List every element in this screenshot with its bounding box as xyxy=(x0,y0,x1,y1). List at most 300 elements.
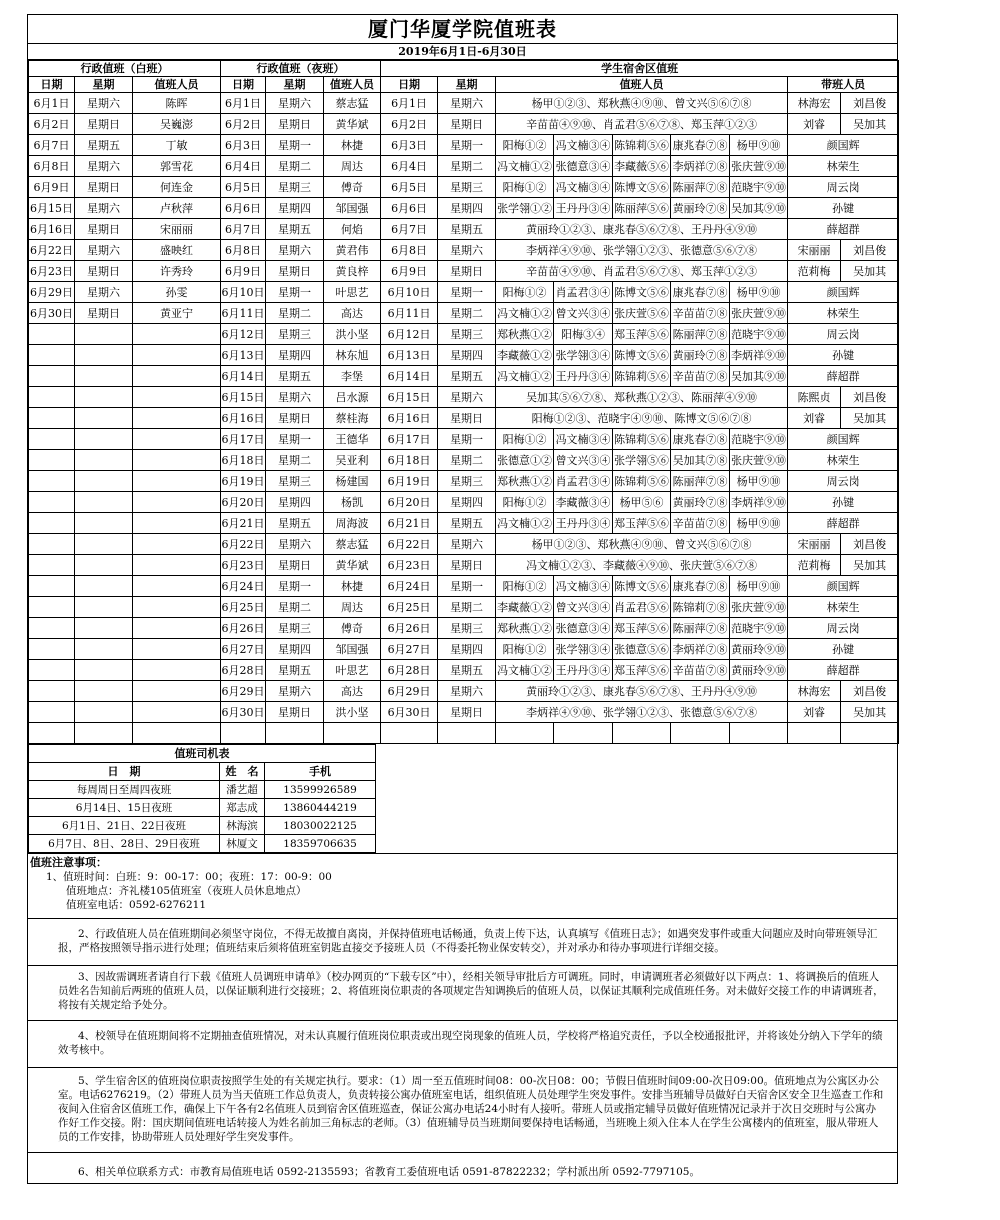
empty-cell xyxy=(29,534,75,555)
dorm-staff-cell: 李炳祥④⑨⑩、张学翎①②③、张德意⑤⑥⑦⑧ xyxy=(496,240,788,261)
dorm-weekday-cell: 星期一 xyxy=(438,282,496,303)
day-weekday-cell: 星期日 xyxy=(75,114,133,135)
empty-cell xyxy=(29,702,75,723)
dorm-date-cell: 6月14日 xyxy=(381,366,438,387)
dorm-leader-cell: 刘昌俊 xyxy=(841,681,899,702)
day-weekday-cell: 星期六 xyxy=(75,156,133,177)
dorm-weekday-cell: 星期三 xyxy=(438,177,496,198)
dorm-leader-cell: 颜国辉 xyxy=(788,429,899,450)
night-staff-cell: 李堡 xyxy=(324,366,381,387)
day-date-cell: 6月30日 xyxy=(29,303,75,324)
col-date-header: 日期 xyxy=(381,77,438,93)
driver-name-cell: 郑志成 xyxy=(220,799,265,817)
day-weekday-cell: 星期日 xyxy=(75,219,133,240)
empty-cell xyxy=(438,723,496,744)
dorm-leader-cell: 刘昌俊 xyxy=(841,93,899,114)
dorm-staff-cell: 陈丽萍⑦⑧ xyxy=(671,324,730,345)
dorm-staff-cell: 吴加其⑨⑩ xyxy=(730,198,788,219)
night-weekday-cell: 星期三 xyxy=(266,618,324,639)
dorm-staff-cell: 范晓宇⑨⑩ xyxy=(730,324,788,345)
note-5-text: 5、学生宿舍区的值班岗位职责按照学生处的有关规定执行。要求：（1）周一至五值班时间08：00-次日08：00；节假日值班时间09:00-次日09:00。值班地点为公寓区办公室。电话6276219。（2）带班人员为当天值班工作总负责人，负责转接公寓办值班室电话，组织值班人员处理学生突发事件。安排当班辅导员做好白天宿舍区安全卫生巡查工作和夜间入住宿舍区值班工作，确保上下午各有2名值班人员到宿舍区值班巡查，保证公寓办电话24小时有人接听。带班人员或指定辅导员做好值班情况记录并于次日交班时与公寓办作好工作交接。附：国庆期间值班电话转接人为姓名前加三角标志的老师。（3）值班辅导员当班期间要保持电话畅通，当班晚上须入住本人在学生公寓楼内的值班室，服从带班人员的工作安排，协助带班人员处理好学生突发事件。 xyxy=(58,1075,884,1143)
night-weekday-cell: 星期三 xyxy=(266,471,324,492)
night-staff-cell: 高达 xyxy=(324,303,381,324)
empty-cell xyxy=(496,723,554,744)
night-weekday-cell: 星期五 xyxy=(266,660,324,681)
empty-cell xyxy=(75,471,133,492)
note-6 xyxy=(28,1152,897,1183)
table-row xyxy=(29,261,899,282)
dorm-leader-cell: 颜国辉 xyxy=(788,135,899,156)
dorm-staff-cell: 杨甲⑨⑩ xyxy=(730,513,788,534)
dorm-staff-cell: 李藏薇③④ xyxy=(554,492,613,513)
col-weekday-header: 星期 xyxy=(75,77,133,93)
dorm-staff-cell: 杨甲⑨⑩ xyxy=(730,576,788,597)
night-weekday-cell: 星期二 xyxy=(266,450,324,471)
table-row xyxy=(29,345,899,366)
dorm-weekday-cell: 星期二 xyxy=(438,156,496,177)
table-row xyxy=(29,597,899,618)
dorm-date-cell: 6月27日 xyxy=(381,639,438,660)
night-date-cell: 6月28日 xyxy=(221,660,266,681)
dorm-weekday-cell: 星期一 xyxy=(438,135,496,156)
night-weekday-cell: 星期六 xyxy=(266,534,324,555)
note-1-line: 1、值班时间：白班：9：00-17：00；夜班：17：00-9：00 xyxy=(46,871,332,883)
driver-name-cell: 林厦文 xyxy=(220,835,265,853)
col-weekday-header: 星期 xyxy=(266,77,324,93)
night-staff-cell: 傅奇 xyxy=(324,618,381,639)
note-2-text: 2、行政值班人员在值班期间必须坚守岗位，不得无故擅自离岗，并保持值班电话畅通，负责上传下达，认真填写《值班日志》；如遇突发事件或重大问题应及时向带班领导汇报，严格按照领导指示进行处理；值班结束后须将值班室钥匙直接交予接班人员（不得委托物业保安转交），并对承办和待办事项进行详细交接。 xyxy=(58,928,878,954)
table-row xyxy=(29,723,899,744)
night-staff-cell: 黄良梓 xyxy=(324,261,381,282)
dorm-date-cell: 6月21日 xyxy=(381,513,438,534)
night-weekday-cell: 星期二 xyxy=(266,303,324,324)
table-row xyxy=(29,366,899,387)
dorm-staff-cell: 王丹丹③④ xyxy=(554,366,613,387)
dorm-staff-cell: 陈锦莉⑤⑥ xyxy=(613,429,671,450)
night-date-cell: 6月15日 xyxy=(221,387,266,408)
day-weekday-cell: 星期日 xyxy=(75,261,133,282)
empty-cell xyxy=(29,324,75,345)
dorm-staff-cell: 康兆春⑦⑧ xyxy=(671,135,730,156)
table-row xyxy=(29,639,899,660)
night-staff-cell: 周达 xyxy=(324,597,381,618)
table-row xyxy=(29,219,899,240)
night-date-cell: 6月4日 xyxy=(221,156,266,177)
empty-cell xyxy=(133,471,221,492)
night-date-cell: 6月20日 xyxy=(221,492,266,513)
empty-cell xyxy=(29,576,75,597)
night-weekday-cell: 星期日 xyxy=(266,114,324,135)
dorm-date-cell: 6月30日 xyxy=(381,702,438,723)
night-weekday-cell: 星期六 xyxy=(266,240,324,261)
dorm-staff-cell: 张学翎③④ xyxy=(554,639,613,660)
dorm-date-cell: 6月11日 xyxy=(381,303,438,324)
day-weekday-cell: 星期五 xyxy=(75,135,133,156)
empty-cell xyxy=(29,429,75,450)
dorm-staff-cell: 辛苗苗⑦⑧ xyxy=(671,366,730,387)
day-staff-cell: 吴巍澎 xyxy=(133,114,221,135)
dorm-date-cell: 6月6日 xyxy=(381,198,438,219)
empty-cell xyxy=(29,639,75,660)
driver-phone-cell: 13599926589 xyxy=(265,781,376,799)
empty-cell xyxy=(29,681,75,702)
empty-cell xyxy=(133,723,221,744)
roster-table xyxy=(28,60,899,744)
dorm-weekday-cell: 星期三 xyxy=(438,324,496,345)
dorm-staff-cell: 张学翎①② xyxy=(496,198,554,219)
night-weekday-cell: 星期六 xyxy=(266,681,324,702)
dorm-staff-cell: 冯文楠③④ xyxy=(554,429,613,450)
table-row xyxy=(29,303,899,324)
table-row xyxy=(29,450,899,471)
dorm-date-cell: 6月22日 xyxy=(381,534,438,555)
note-1 xyxy=(28,870,897,918)
empty-cell xyxy=(133,429,221,450)
dorm-date-cell: 6月29日 xyxy=(381,681,438,702)
dorm-date-cell: 6月28日 xyxy=(381,660,438,681)
night-staff-cell: 叶思艺 xyxy=(324,660,381,681)
dorm-date-cell: 6月10日 xyxy=(381,282,438,303)
night-date-cell: 6月2日 xyxy=(221,114,266,135)
dorm-staff-cell: 冯文楠①②③、李藏薇④⑨⑩、张庆萱⑤⑥⑦⑧ xyxy=(496,555,788,576)
dorm-leader-cell: 薛超群 xyxy=(788,513,899,534)
dorm-weekday-cell: 星期一 xyxy=(438,429,496,450)
dorm-date-cell: 6月1日 xyxy=(381,93,438,114)
table-row xyxy=(29,114,899,135)
night-staff-cell: 王德华 xyxy=(324,429,381,450)
dorm-leader-cell: 颜国辉 xyxy=(788,576,899,597)
empty-cell xyxy=(75,513,133,534)
night-staff-cell: 叶思艺 xyxy=(324,282,381,303)
dorm-leader-cell: 范莉梅 xyxy=(788,555,841,576)
dorm-weekday-cell: 星期五 xyxy=(438,366,496,387)
dorm-leader-cell: 陈熙贞 xyxy=(788,387,841,408)
day-date-cell: 6月16日 xyxy=(29,219,75,240)
night-weekday-cell: 星期三 xyxy=(266,324,324,345)
table-row xyxy=(29,618,899,639)
empty-cell xyxy=(133,366,221,387)
night-date-cell: 6月17日 xyxy=(221,429,266,450)
dorm-staff-cell: 黄丽玲①②③、康兆春⑤⑥⑦⑧、王丹丹④⑨⑩ xyxy=(496,681,788,702)
empty-cell xyxy=(671,723,730,744)
note-1-line: 值班地点：齐礼楼105值班室（夜班人员休息地点） xyxy=(66,885,307,897)
dorm-staff-cell: 冯文楠③④ xyxy=(554,177,613,198)
day-staff-cell: 盛映红 xyxy=(133,240,221,261)
dorm-weekday-cell: 星期日 xyxy=(438,114,496,135)
dorm-staff-cell: 范晓宇⑨⑩ xyxy=(730,618,788,639)
dorm-leader-cell: 林荣生 xyxy=(788,303,899,324)
night-weekday-cell: 星期一 xyxy=(266,282,324,303)
empty-cell xyxy=(133,639,221,660)
table-row xyxy=(29,408,899,429)
dorm-staff-cell: 阳梅①② xyxy=(496,576,554,597)
dorm-leader-cell: 周云岗 xyxy=(788,471,899,492)
dorm-staff-cell: 黄丽玲①②③、康兆春⑤⑥⑦⑧、王丹丹④⑨⑩ xyxy=(496,219,788,240)
dorm-staff-cell: 范晓宇⑨⑩ xyxy=(730,177,788,198)
night-staff-cell: 洪小坚 xyxy=(324,324,381,345)
empty-cell xyxy=(266,723,324,744)
empty-cell xyxy=(75,387,133,408)
dorm-leader-cell: 林荣生 xyxy=(788,450,899,471)
col-weekday-header: 星期 xyxy=(438,77,496,93)
note-1-line: 值班室电话：0592-6276211 xyxy=(66,899,207,911)
roster-body xyxy=(29,93,899,744)
dorm-weekday-cell: 星期日 xyxy=(438,408,496,429)
empty-cell xyxy=(133,408,221,429)
dorm-staff-cell: 陈丽萍⑤⑥ xyxy=(613,198,671,219)
dorm-leader-cell: 薛超群 xyxy=(788,219,899,240)
dorm-weekday-cell: 星期四 xyxy=(438,198,496,219)
dorm-leader-cell: 周云岗 xyxy=(788,324,899,345)
night-date-cell: 6月3日 xyxy=(221,135,266,156)
col-staff-header: 值班人员 xyxy=(324,77,381,93)
dorm-staff-cell: 肖孟君⑤⑥ xyxy=(613,597,671,618)
driver-name-cell: 潘艺超 xyxy=(220,781,265,799)
night-weekday-cell: 星期日 xyxy=(266,408,324,429)
note-4 xyxy=(28,1020,897,1067)
day-date-cell: 6月15日 xyxy=(29,198,75,219)
driver-phone-cell: 18359706635 xyxy=(265,835,376,853)
dorm-date-cell: 6月5日 xyxy=(381,177,438,198)
empty-cell xyxy=(75,660,133,681)
dorm-staff-cell: 李炳祥⑦⑧ xyxy=(671,156,730,177)
table-row xyxy=(29,93,899,114)
dorm-staff-cell: 陈丽萍⑦⑧ xyxy=(671,618,730,639)
dorm-staff-cell: 黄丽玲⑨⑩ xyxy=(730,639,788,660)
driver-row xyxy=(29,781,376,799)
night-staff-cell: 黄君伟 xyxy=(324,240,381,261)
dorm-leader-cell: 孙键 xyxy=(788,639,899,660)
dorm-staff-cell: 郑玉萍⑤⑥ xyxy=(613,618,671,639)
dorm-staff-cell: 李炳祥⑨⑩ xyxy=(730,345,788,366)
dorm-leader-cell: 刘睿 xyxy=(788,702,841,723)
table-row xyxy=(29,576,899,597)
driver-row xyxy=(29,817,376,835)
col-leader-header: 带班人员 xyxy=(788,77,899,93)
dorm-staff-cell: 杨甲⑨⑩ xyxy=(730,471,788,492)
night-staff-cell: 傅奇 xyxy=(324,177,381,198)
night-date-cell: 6月7日 xyxy=(221,219,266,240)
dorm-leader-cell: 刘睿 xyxy=(788,408,841,429)
dorm-staff-cell: 郑秋燕①② xyxy=(496,618,554,639)
day-staff-cell: 许秀玲 xyxy=(133,261,221,282)
empty-cell xyxy=(29,597,75,618)
dorm-leader-cell: 刘睿 xyxy=(788,114,841,135)
empty-cell xyxy=(29,492,75,513)
day-date-cell: 6月2日 xyxy=(29,114,75,135)
dorm-staff-cell: 郑玉萍⑤⑥ xyxy=(613,660,671,681)
table-row xyxy=(29,198,899,219)
dorm-date-cell: 6月16日 xyxy=(381,408,438,429)
dorm-staff-cell: 辛苗苗④⑨⑩、肖孟君⑤⑥⑦⑧、郑玉萍①②③ xyxy=(496,114,788,135)
dorm-leader-cell: 吴加其 xyxy=(841,114,899,135)
night-date-cell: 6月6日 xyxy=(221,198,266,219)
dorm-staff-cell: 黄丽玲⑦⑧ xyxy=(671,198,730,219)
driver-row xyxy=(29,799,376,817)
empty-cell xyxy=(29,450,75,471)
dorm-leader-cell: 林海宏 xyxy=(788,681,841,702)
empty-cell xyxy=(75,723,133,744)
dorm-staff-cell: 康兆春⑦⑧ xyxy=(671,429,730,450)
dorm-staff-cell: 张庆萱⑨⑩ xyxy=(730,597,788,618)
day-staff-cell: 丁敏 xyxy=(133,135,221,156)
empty-cell xyxy=(29,366,75,387)
dorm-weekday-cell: 星期六 xyxy=(438,387,496,408)
dorm-date-cell: 6月12日 xyxy=(381,324,438,345)
dorm-staff-cell: 阳梅①② xyxy=(496,135,554,156)
dorm-date-cell: 6月2日 xyxy=(381,114,438,135)
table-row xyxy=(29,324,899,345)
night-staff-cell: 杨建国 xyxy=(324,471,381,492)
night-staff-cell: 林捷 xyxy=(324,135,381,156)
night-date-cell: 6月10日 xyxy=(221,282,266,303)
note-6-text: 6、相关单位联系方式：市教育局值班电话 0592-2135593；省教育工委值班电话 0591-87822232；学村派出所 0592-7797105。 xyxy=(78,1166,700,1178)
dorm-weekday-cell: 星期二 xyxy=(438,303,496,324)
dorm-staff-cell: 张庆萱⑨⑩ xyxy=(730,303,788,324)
dorm-staff-cell: 吴加其⑨⑩ xyxy=(730,366,788,387)
dorm-staff-cell: 杨甲⑤⑥ xyxy=(613,492,671,513)
driver-col-name: 姓 名 xyxy=(220,763,265,781)
empty-cell xyxy=(75,618,133,639)
dorm-staff-cell: 冯文楠③④ xyxy=(554,135,613,156)
night-date-cell: 6月29日 xyxy=(221,681,266,702)
dorm-leader-cell: 周云岗 xyxy=(788,618,899,639)
dorm-weekday-cell: 星期二 xyxy=(438,597,496,618)
dorm-staff-cell: 李炳祥④⑨⑩、张学翎①②③、张德意⑤⑥⑦⑧ xyxy=(496,702,788,723)
driver-phone-cell: 18030022125 xyxy=(265,817,376,835)
night-weekday-cell: 星期日 xyxy=(266,555,324,576)
dorm-leader-cell: 孙键 xyxy=(788,345,899,366)
night-staff-cell: 林捷 xyxy=(324,576,381,597)
dorm-weekday-cell: 星期六 xyxy=(438,534,496,555)
dorm-staff-cell: 肖孟君③④ xyxy=(554,282,613,303)
dorm-leader-cell: 宋丽丽 xyxy=(788,534,841,555)
empty-cell xyxy=(133,555,221,576)
night-date-cell: 6月26日 xyxy=(221,618,266,639)
night-date-cell: 6月21日 xyxy=(221,513,266,534)
day-weekday-cell: 星期日 xyxy=(75,303,133,324)
admin-day-group-label: 行政值班（白班） xyxy=(29,61,221,77)
dorm-staff-cell: 陈丽萍⑦⑧ xyxy=(671,471,730,492)
day-date-cell: 6月23日 xyxy=(29,261,75,282)
day-date-cell: 6月8日 xyxy=(29,156,75,177)
dorm-staff-cell: 陈锦莉⑦⑧ xyxy=(671,597,730,618)
dorm-staff-cell: 张庆萱⑨⑩ xyxy=(730,156,788,177)
empty-cell xyxy=(613,723,671,744)
night-date-cell: 6月27日 xyxy=(221,639,266,660)
night-staff-cell: 吴亚利 xyxy=(324,450,381,471)
night-staff-cell: 杨凯 xyxy=(324,492,381,513)
night-weekday-cell: 星期五 xyxy=(266,366,324,387)
dorm-staff-cell: 张学翎③④ xyxy=(554,345,613,366)
table-row xyxy=(29,471,899,492)
empty-cell xyxy=(29,618,75,639)
driver-col-phone: 手机 xyxy=(265,763,376,781)
dorm-leader-cell: 林荣生 xyxy=(788,156,899,177)
dorm-staff-cell: 陈博文⑤⑥ xyxy=(613,576,671,597)
empty-cell xyxy=(554,723,613,744)
day-weekday-cell: 星期六 xyxy=(75,93,133,114)
col-staff-header: 值班人员 xyxy=(496,77,788,93)
table-row xyxy=(29,534,899,555)
dorm-staff-cell: 郑玉萍⑤⑥ xyxy=(613,324,671,345)
night-staff-cell: 洪小坚 xyxy=(324,702,381,723)
driver-col-date: 日 期 xyxy=(29,763,220,781)
dorm-staff-cell: 吴加其⑦⑧ xyxy=(671,450,730,471)
night-date-cell: 6月24日 xyxy=(221,576,266,597)
dorm-leader-cell: 孙键 xyxy=(788,492,899,513)
dorm-date-cell: 6月9日 xyxy=(381,261,438,282)
dorm-staff-cell: 冯文楠①② xyxy=(496,513,554,534)
empty-cell xyxy=(29,471,75,492)
table-row xyxy=(29,282,899,303)
dorm-weekday-cell: 星期三 xyxy=(438,471,496,492)
empty-cell xyxy=(75,555,133,576)
duty-roster-sheet xyxy=(27,14,898,1184)
empty-cell xyxy=(133,450,221,471)
night-weekday-cell: 星期四 xyxy=(266,198,324,219)
dorm-date-cell: 6月4日 xyxy=(381,156,438,177)
day-date-cell: 6月7日 xyxy=(29,135,75,156)
night-date-cell: 6月12日 xyxy=(221,324,266,345)
dorm-staff-cell: 张德意⑤⑥ xyxy=(613,639,671,660)
dorm-weekday-cell: 星期六 xyxy=(438,93,496,114)
dorm-date-cell: 6月17日 xyxy=(381,429,438,450)
table-row xyxy=(29,555,899,576)
day-staff-cell: 郭雪花 xyxy=(133,156,221,177)
table-row xyxy=(29,702,899,723)
night-weekday-cell: 星期一 xyxy=(266,576,324,597)
night-staff-cell: 高达 xyxy=(324,681,381,702)
empty-cell xyxy=(75,366,133,387)
empty-cell xyxy=(133,513,221,534)
note-2 xyxy=(28,918,897,965)
table-row xyxy=(29,240,899,261)
dorm-leader-cell: 颜国辉 xyxy=(788,282,899,303)
note-4-text: 4、校领导在值班期间将不定期抽查值班情况，对未认真履行值班岗位职责或出现空岗现象的值班人员，学校将严格追究责任，予以全校通报批评，并将该处分纳入下学年的绩效考核中。 xyxy=(58,1030,883,1056)
dorm-staff-cell: 范晓宇⑨⑩ xyxy=(730,429,788,450)
dorm-staff-cell: 冯文楠①② xyxy=(496,303,554,324)
empty-cell xyxy=(788,723,841,744)
night-weekday-cell: 星期二 xyxy=(266,156,324,177)
empty-cell xyxy=(75,408,133,429)
empty-cell xyxy=(29,660,75,681)
dorm-staff-cell: 郑玉萍⑤⑥ xyxy=(613,513,671,534)
dorm-weekday-cell: 星期五 xyxy=(438,513,496,534)
dorm-leader-cell: 范莉梅 xyxy=(788,261,841,282)
dorm-date-cell: 6月23日 xyxy=(381,555,438,576)
night-date-cell: 6月18日 xyxy=(221,450,266,471)
night-weekday-cell: 星期六 xyxy=(266,93,324,114)
dorm-leader-cell: 宋丽丽 xyxy=(788,240,841,261)
night-staff-cell: 蔡桂海 xyxy=(324,408,381,429)
dorm-staff-cell: 张德意①② xyxy=(496,450,554,471)
night-date-cell: 6月9日 xyxy=(221,261,266,282)
dorm-leader-cell: 林海宏 xyxy=(788,93,841,114)
table-row xyxy=(29,387,899,408)
empty-cell xyxy=(133,681,221,702)
note-3 xyxy=(28,965,897,1020)
dorm-staff-cell: 陈锦莉⑤⑥ xyxy=(613,366,671,387)
dorm-weekday-cell: 星期五 xyxy=(438,219,496,240)
dorm-staff-cell: 曾文兴③④ xyxy=(554,450,613,471)
dorm-staff-cell: 张庆萱⑤⑥ xyxy=(613,303,671,324)
dorm-leader-cell: 刘昌俊 xyxy=(841,240,899,261)
dorm-leader-cell: 吴加其 xyxy=(841,408,899,429)
dorm-staff-cell: 李藏薇⑤⑥ xyxy=(613,156,671,177)
empty-cell xyxy=(324,723,381,744)
day-weekday-cell: 星期六 xyxy=(75,240,133,261)
